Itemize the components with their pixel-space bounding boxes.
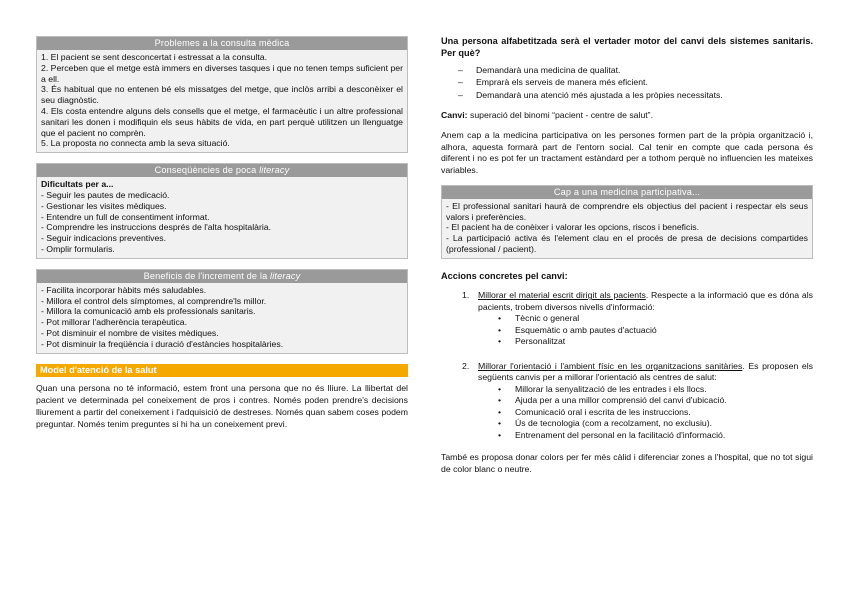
model-text: Quan una persona no té informació, estem front una persona que no és lliure. La llibertat del pacient ve determinada pel coneixement de pros i contres. Només poden prendre's decisions lliurement a partir del coneixement i l'adquisició de destreses. Només quan sabem coses podem preguntar. Només tenim preguntes si hi ha un coneixement previ. [36, 382, 408, 430]
right-column [441, 36, 813, 484]
change-line: Canvi: superació del binomi “pacient - centre de salut”. [441, 110, 653, 121]
reason-item: – Demandarà una atenció més ajustada a les pròpies necessitats. [458, 89, 813, 101]
info-level-item: • Esquemàtic o amb pautes d'actuació [498, 325, 813, 337]
info-level-item: • Tècnic o general [498, 313, 813, 325]
consequence-item: - Gestionar les visites mèdiques. [41, 200, 167, 211]
orientation-item: • Ús de tecnologia (com a recolzament, no exclusiu). [498, 418, 813, 430]
consequence-item: - Omplir formularis. [41, 243, 115, 254]
left-column [36, 36, 408, 431]
consequences-lead: Dificultats per a... [41, 179, 114, 190]
benefit-item: - Pot millorar l'adherència terapèutica. [41, 317, 188, 328]
towards-list [442, 199, 812, 258]
question-heading: Una persona alfabetitzada serà el vertader motor del canvi dels sistemes sanitaris. Per què? [441, 36, 813, 58]
consequences-title: Conseqüències de poca literacy [37, 164, 407, 177]
orientation-item: • Ajuda per a una millor comprensió del canvi d'ubicació. [498, 395, 813, 407]
orientation-item: • Millorar la senyalització de les entrades i els llocs. [498, 384, 813, 396]
action-item: 1. Millorar el material escrit dirigit als pacients. Respecte a la informació que es dóna als pacients, trobem diversos nivells d'informació: • Tècnic o general • Esquemàtic o amb pautes d'actuació • Personalitzat [441, 290, 813, 348]
model-title: Model d'atenció de la salut [36, 364, 408, 377]
benefit-item: - Millora la comunicació amb els professionals sanitaris. [41, 306, 256, 317]
consequence-item: - Entendre un full de consentiment informat. [41, 211, 210, 222]
orientation-item: • Comunicació oral i escrita de les instruccions. [498, 407, 813, 419]
problems-box [36, 36, 408, 153]
towards-item: - El professional sanitari haurà de comprendre els objectius del pacient i respectar els seus valors i preferències. [446, 200, 808, 222]
problem-item: 4. Els costa entendre alguns dels consells que el metge, el farmacèutic i un altre professional sanitari les donen i modifiquin els seus hàbits de vida, en part perquè utilitzen un llenguatge que el pacient no comprèn. [41, 105, 403, 138]
consequence-item: - Seguir les pautes de medicació. [41, 189, 170, 200]
benefits-box [36, 269, 408, 354]
towards-box [441, 185, 813, 259]
problem-item: 5. La proposta no connecta amb la seva situació. [41, 138, 230, 149]
reason-item: – Emprarà els serveis de manera més eficient. [458, 76, 813, 88]
problems-list [37, 50, 407, 152]
consequences-list [37, 177, 407, 258]
benefits-list [37, 283, 407, 353]
towards-item: - La participació activa és l'element clau en el procés de presa de decisions compartides (professional / pacient). [446, 233, 808, 254]
info-level-item: • Personalitzat [498, 336, 813, 348]
participative-text: Anem cap a la medicina participativa on les persones formen part de la pròpia organització i, alhora, aquesta formarà part de l'entorn social. Cal tenir en compte que cada persona és diferent i no es pot fer un tractament estàndard per a tothom perquè no influencien les mateixes variables. [441, 129, 813, 176]
benefit-item: - Pot disminuir la freqüència i duració d'estàncies hospitalàries. [41, 338, 284, 349]
reason-item: – Demandarà una medicina de qualitat. [458, 64, 813, 76]
orientation-list [478, 384, 813, 442]
consequences-box [36, 163, 408, 259]
consequence-item: - Comprendre les instruccions després de l'alta hospitalària. [41, 222, 272, 233]
actions-list [441, 290, 813, 441]
benefit-item: - Facilita incorporar hàbits més saludables. [41, 284, 207, 295]
orientation-item: • Entrenament del personal en la facilitació d'informació. [498, 430, 813, 442]
problem-item: 1. El pacient se sent desconcertat i estressat a la consulta. [41, 52, 267, 62]
towards-title: Cap a una medicina participativa... [442, 186, 812, 199]
closing-text: També es proposa donar colors per fer més càlid i diferenciar zones a l'hospital, que no tot sigui de color blanc o neutre. [441, 452, 813, 474]
reasons-list [441, 64, 813, 101]
benefits-title: Beneficis de l'increment de la literacy [37, 270, 407, 283]
benefit-item: - Millora el control dels símptomes, al comprendre'ls millor. [41, 295, 267, 306]
problem-item: 3. És habitual que no entenen bé els missatges del metge, que inclòs arribi a desconèixer el seu diagnòstic. [41, 84, 403, 106]
benefit-item: - Pot disminuir el nombre de visites mèdiques. [41, 327, 219, 338]
action-item: 2. Millorar l'orientació i l'ambient físic en les organitzacions sanitàries. Es proposen els següents canvis per a millorar l'orientació als centres de salut: • Millorar la senyalització de les entrades i els llocs. • Ajuda per a una millor comprensió del canvi d'ubicació. • Comunicació oral i escrita de les instruccions. • Ús de tecnologia (com a recolzament, no exclusiu). • Entrenament del personal en la facilitació d'informació. [441, 361, 813, 442]
problems-title: Problemes a la consulta mèdica [37, 37, 407, 50]
actions-heading: Accions concretes pel canvi: [441, 270, 568, 281]
problem-item: 2. Perceben que el metge està immers en diverses tasques i que no tenen temps suficient per a ell. [41, 62, 403, 84]
towards-item: - El pacient ha de conèixer i valorar les opcions, riscos i beneficis. [446, 222, 700, 233]
consequence-item: - Seguir indicacions preventives. [41, 233, 167, 244]
info-levels-list [478, 313, 813, 348]
